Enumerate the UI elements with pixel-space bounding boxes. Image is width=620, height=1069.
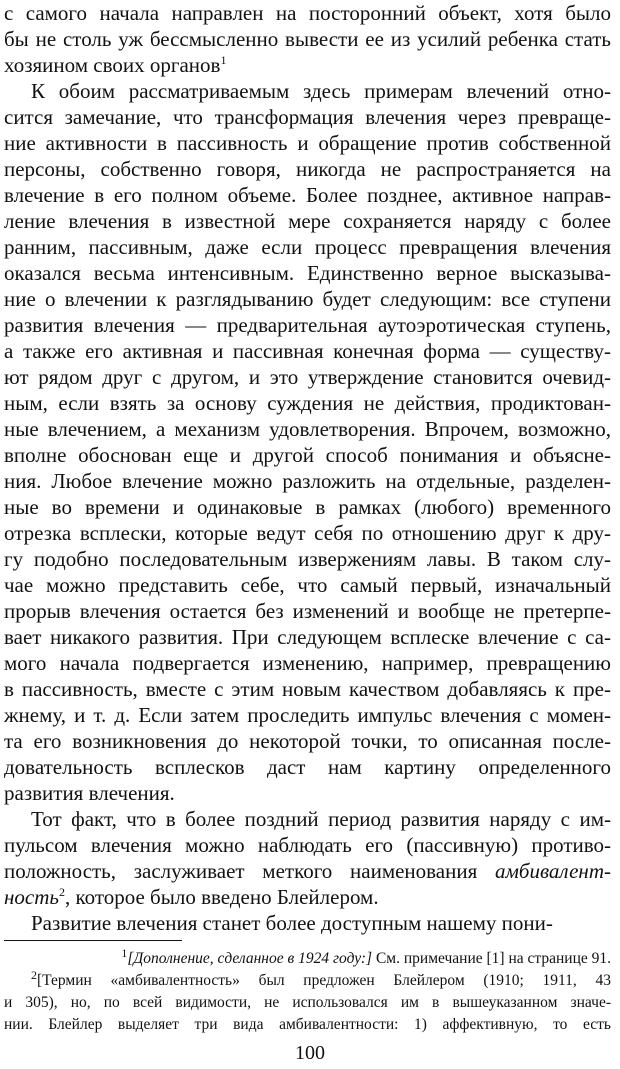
paragraph-first-line: Развитие влечения станет более доступным нашему пони-	[31, 911, 553, 935]
footnote-separator	[4, 940, 182, 941]
body-line: бы не столь уж бессмысленно вывести ее из усилий ребенка стать	[4, 27, 611, 51]
body-line: жнему, и т. д. Если затем проследить импульс влечения с момен-	[4, 703, 611, 727]
body-line: ранним, пассивным, даже если процесс превращения влечения	[4, 235, 611, 259]
body-line: ные влечением, а механизм удовлетворения. Впрочем, возможно,	[4, 417, 611, 441]
footnote-text: [Термин «амбивалентность» был предложен Блейлером (1910; 1911, 43	[37, 972, 611, 989]
body-line: персоны, собственно говоря, никогда не распространяется на	[4, 157, 611, 181]
body-line: ние активности в пассивность и обращение против собственной	[4, 131, 611, 155]
body-line: а также его активная и пассивная конечная форма — существу-	[4, 339, 611, 363]
body-line: довательность всплесков даст нам картину определенного	[4, 755, 611, 779]
body-line	[4, 884, 611, 910]
body-line: ния. Любое влечение можно разложить на отдельные, разделен-	[4, 469, 611, 493]
footnote-marker: 1	[121, 945, 128, 960]
footnote-italic: [Дополнение, сделанное в 1924 году:]	[127, 950, 373, 967]
body-line-text: , которое было введено Блейлером.	[64, 885, 379, 909]
body-line: вает никакого развития. При следующем всплеске влечение с са-	[4, 625, 611, 649]
body-line: влечение в его полном объеме. Более позднее, активное направ-	[4, 183, 611, 207]
italic-term: ность	[4, 885, 59, 909]
footnote-marker: 2	[58, 885, 65, 899]
footnote-text: См. примечание [1] на странице 91.	[372, 950, 611, 967]
body-line: ление влечения в известной мере сохраняется наряду с более	[4, 209, 611, 233]
body-line: вполне обоснован еще и другой способ понимания и объясне-	[4, 443, 611, 467]
body-line	[4, 52, 611, 78]
body-line	[4, 858, 611, 884]
page-number: 100	[295, 1042, 325, 1064]
body-line-text: хозяином своих органов	[4, 53, 221, 77]
footnote-marker: 2	[31, 967, 37, 982]
body-line-text: положность, заслуживает меткого наименования	[4, 859, 495, 883]
body-line: ные во времени и одинаковые в рамках (любого) временного	[4, 495, 611, 519]
footnote-line: и 305), но, по всей видимости, не использовался им в вышеуказанном значе-	[4, 994, 611, 1011]
body-line: та его возникновения до некоторой точки, то описанная после-	[4, 729, 611, 753]
body-line: чае можно представить себе, что самый первый, изначальный	[4, 573, 611, 597]
body-line: оказался весьма интенсивным. Единственно верное высказыва-	[4, 261, 611, 285]
body-line: мого начала подвергается изменению, например, превращению	[4, 651, 611, 675]
footnote-line: нии. Блейлер выделяет три вида амбивалентности: 1) аффективную, то есть	[4, 1016, 611, 1033]
body-line: развития влечения — предварительная аутоэротическая ступень,	[4, 313, 611, 337]
italic-term: амбивалент-	[494, 859, 611, 883]
body-line: прорыв влечения остается без изменений и вообще не претерпе-	[4, 599, 611, 623]
body-line: в пассивность, вместе с этим новым качеством добавляясь к пре-	[4, 677, 611, 701]
body-line: ным, если взять за основу суждения не действия, продиктован-	[4, 391, 611, 415]
body-line: с самого начала направлен на посторонний объект, хотя было	[4, 1, 611, 25]
paragraph-first-line: Тот факт, что в более поздний период развития наряду с им-	[31, 807, 611, 831]
body-line: ют рядом друг с другом, и это утверждение становится очевид-	[4, 365, 611, 389]
body-line: развития влечения.	[4, 781, 175, 805]
body-line: отрезка всплески, которые ведут себя по отношению друг к дру-	[4, 521, 611, 545]
footnote-marker: 1	[220, 53, 227, 67]
paragraph-first-line: К обоим рассматриваемым здесь примерам влечений отно-	[31, 79, 611, 103]
body-line: пульсом влечения можно наблюдать его (пассивную) противо-	[4, 833, 611, 857]
footnote-2	[31, 967, 611, 992]
body-line: ние о влечении к разглядыванию будет следующим: все ступени	[4, 287, 611, 311]
body-line: сится замечание, что трансформация влечения через превраще-	[4, 105, 611, 129]
body-line: гу подобно последовательным извержениям лавы. В таком слу-	[4, 547, 611, 571]
footnote-1	[31, 945, 611, 970]
